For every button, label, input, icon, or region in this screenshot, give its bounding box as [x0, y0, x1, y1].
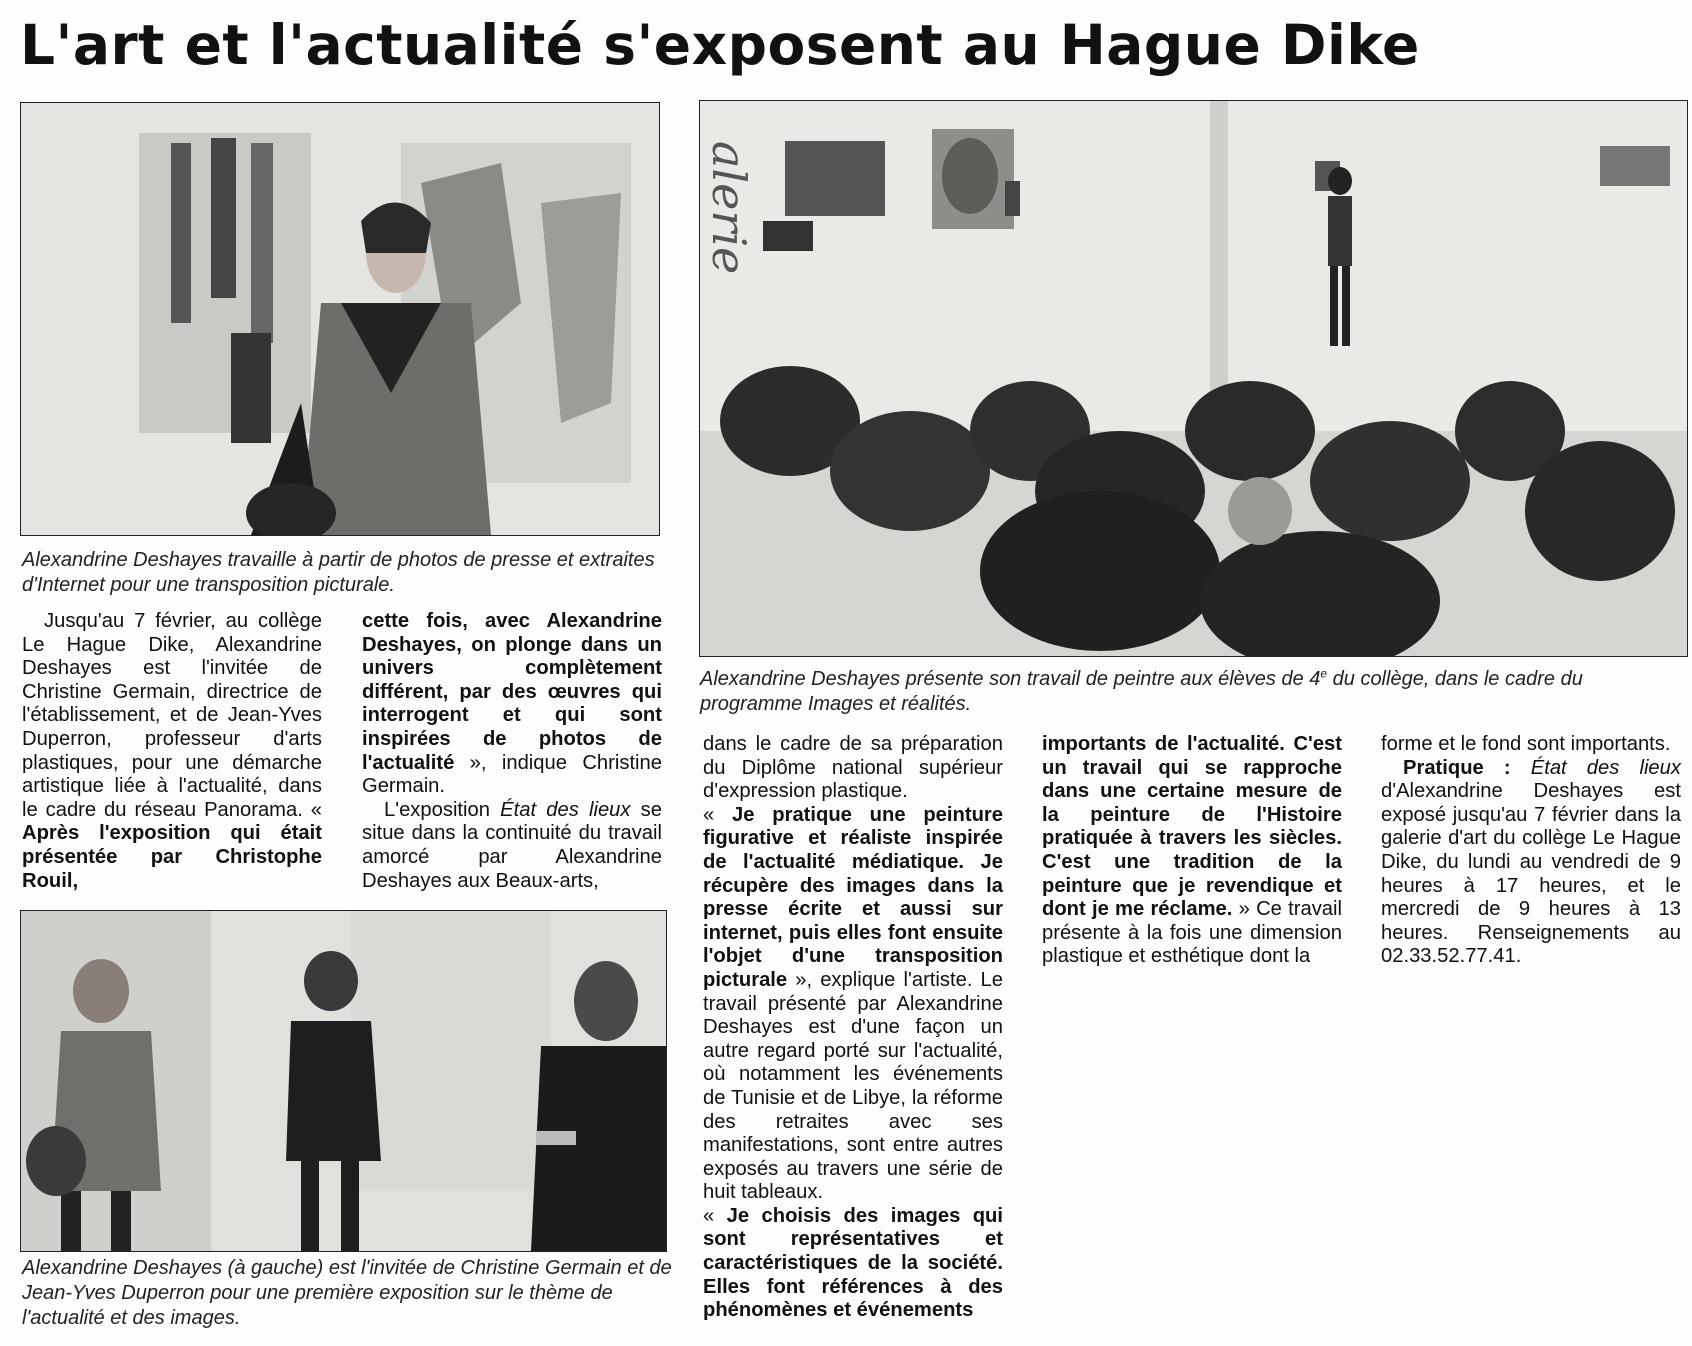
text-run-bold: Je pratique une peinture figurative et réaliste inspirée de l'actualité médiatique. Je récupère des images dans la presse écrite et aussi sur internet, puis elles font ensuite l'objet d'une transposition picturale	[703, 803, 1003, 991]
text-run: » Ce travail présente à la fois une dimension plastique et esthétique dont la	[1042, 898, 1342, 968]
photo-students-gallery-caption	[700, 667, 1686, 717]
caption-part: du collège, dans le cadre du programme Images et réalités.	[700, 668, 1583, 715]
photo-three-people-caption: Alexandrine Deshayes (à gauche) est l'invitée de Christine Germain et de Jean-Yves Duperron pour une première exposition sur le thème de l'actualité et des images.	[22, 1257, 672, 1329]
text-run: L'exposition	[384, 798, 501, 821]
text-run-bold: Je choisis des images qui sont représentatives et caractéristiques de la société. Elles font références à des phénomènes et événements	[703, 1204, 1003, 1322]
article-paragraph	[703, 804, 1003, 1205]
text-run: d'Alexandrine Deshayes est exposé jusqu'au 7 février dans la galerie d'art du collège Le Hague Dike, du lundi au vendredi de 9 heures à 17 heures, et le mercredi de 9 heures à 13 heures. Renseignements au 02.33.52.77.41.	[1381, 780, 1681, 968]
article-column-5	[1381, 733, 1681, 969]
photo-three-people-illustration	[21, 911, 666, 1251]
text-run-bold: Après l'exposition qui était présentée par Christophe Rouil,	[22, 822, 322, 892]
article-column-4	[1042, 733, 1342, 969]
photo-students-gallery-illustration	[700, 101, 1687, 656]
photo-artist-portrait-illustration	[21, 103, 659, 535]
article-column-2	[362, 610, 662, 893]
text-run: », explique l'artiste. Le travail présenté par Alexandrine Deshayes est d'une façon un autre regard porté sur l'actualité, où notamment les événements de Tunisie et de Libye, la réforme des retraites avec ses manifestations, sont entre autres exposés au travers une série de huit tableaux.	[703, 968, 1003, 1204]
photo-three-people	[20, 910, 667, 1252]
article-paragraph: forme et le fond sont importants.	[1381, 733, 1671, 755]
text-run: Jusqu'au 7 février, au collège Le Hague Dike, Alexandrine Deshayes est l'invitée de Christine Germain, directrice de l'établissement, et de Jean-Yves Duperron, professeur d'arts plastiques, pour une démarche artistique liée à l'actualité, dans le cadre du réseau Panorama. «	[22, 610, 322, 821]
photo-students-gallery	[699, 100, 1688, 657]
text-run-italic: État des lieux	[1530, 756, 1681, 779]
text-run: «	[703, 1204, 727, 1227]
article-paragraph: dans le cadre de sa préparation du Diplôme national supérieur d'expression plastique.	[703, 733, 1003, 803]
text-run-italic: État des lieux	[500, 798, 631, 821]
article-paragraph	[703, 1205, 1003, 1323]
headline: L'art et l'actualité s'exposent au Hague Dike	[20, 13, 1420, 77]
article-practical-info	[1381, 757, 1681, 969]
article-paragraph	[362, 610, 662, 799]
article-paragraph	[362, 799, 662, 893]
article-paragraph	[1042, 733, 1342, 969]
text-run: se situe dans la continuité du travail amorcé par Alexandrine Deshayes aux Beaux-arts,	[362, 798, 662, 892]
article-column-3	[703, 733, 1003, 1323]
practical-info-label: Pratique :	[1403, 756, 1531, 779]
text-run-bold: cette fois, avec Alexandrine Deshayes, on plonge dans un univers complètement différent, par des œuvres qui interrogent et qui sont inspirées de photos de l'actualité	[362, 610, 662, 774]
photo-artist-portrait	[20, 102, 660, 536]
article-paragraph	[22, 610, 322, 893]
caption-superscript: e	[1320, 666, 1328, 681]
article-column-1	[22, 610, 322, 893]
photo-students-wall-lettering: alerie	[702, 141, 756, 275]
text-run: «	[703, 803, 733, 826]
caption-part: Alexandrine Deshayes présente son travail de peintre aux élèves de 4	[700, 668, 1321, 690]
photo-artist-portrait-caption: Alexandrine Deshayes travaille à partir de photos de presse et extraites d'Internet pour une transposition picturale.	[22, 549, 655, 596]
text-run: », indique Christine Germain.	[362, 751, 662, 798]
text-run-bold: importants de l'actualité. C'est un travail qui se rapproche dans une certaine mesure de la peinture de l'Histoire pratiquée à travers les siècles. C'est une tradition de la peinture que je revendique et dont je me réclame.	[1042, 733, 1342, 921]
